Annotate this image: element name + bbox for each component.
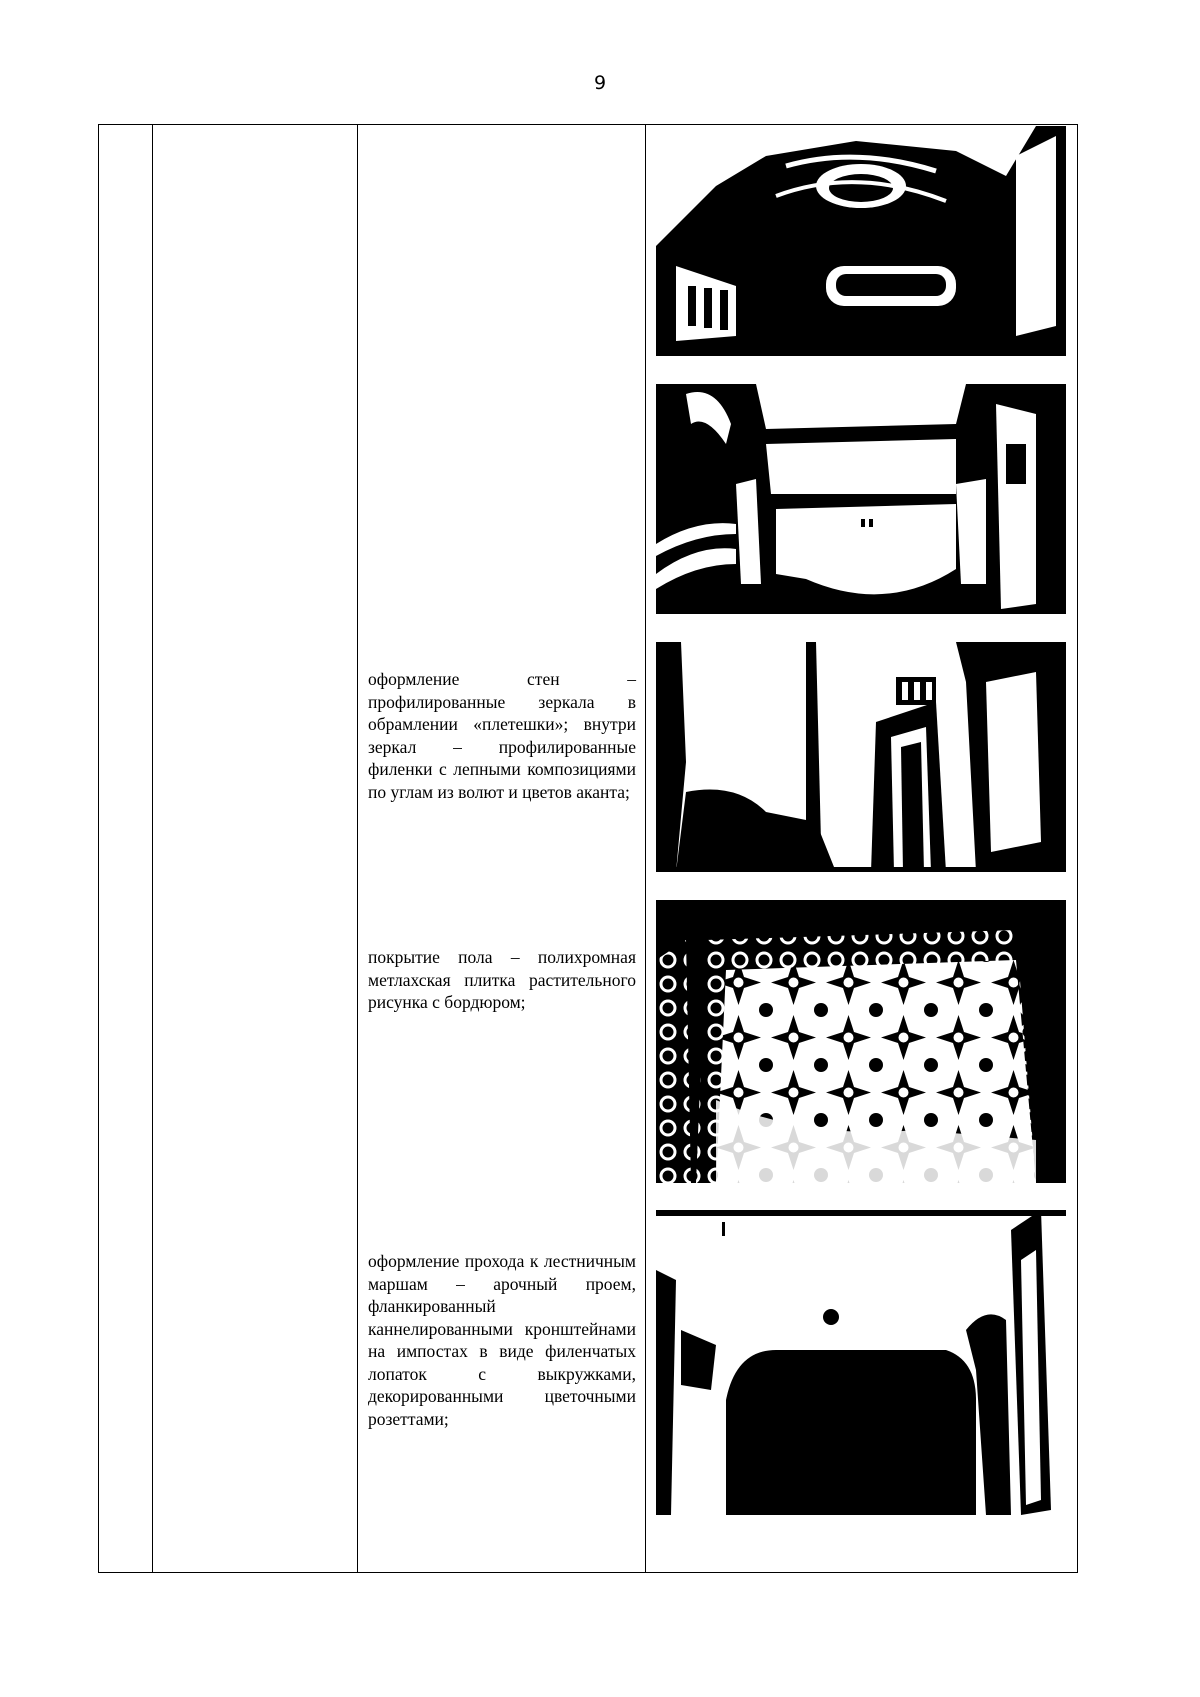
photo-tiled-floor bbox=[656, 900, 1066, 1183]
photo-ceiling-vault bbox=[656, 126, 1066, 356]
column-divider bbox=[357, 125, 358, 1572]
photo-wall-panels bbox=[656, 384, 1066, 614]
description-passage: оформление прохода к лестничным маршам – арочный проем, фланкированный каннелированными кронштейнами на импостах в виде филенчатых лопаток с выкружками, декорированными цветочными розеттами; bbox=[368, 1251, 636, 1429]
column-divider bbox=[645, 125, 646, 1572]
page-number: 9 bbox=[593, 72, 607, 94]
photo-arched-passage bbox=[656, 1210, 1066, 1515]
description-floor: покрытие пола – полихромная метлахская плитка растительного рисунка с бордюром; bbox=[368, 947, 636, 1012]
column-divider bbox=[152, 125, 153, 1572]
photo-wall-door bbox=[656, 642, 1066, 872]
description-walls: оформление стен – профилированные зеркала в обрамлении «плетешки»; внутри зеркал – профилированные филенки с лепными композициями по углам из волют и цветов аканта; bbox=[368, 669, 636, 802]
